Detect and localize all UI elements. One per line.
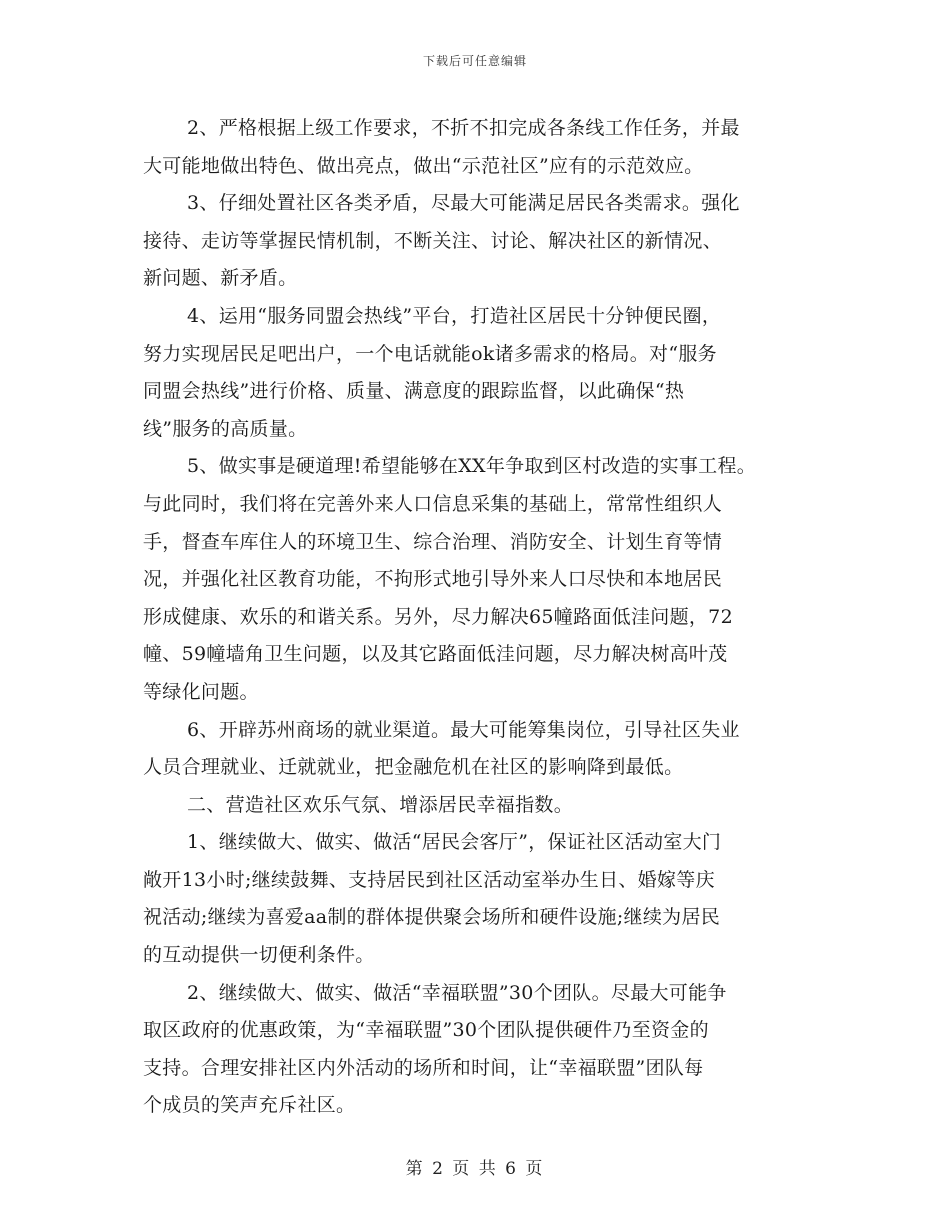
text-line: 5、做实事是硬道理!希望能够在XX年争取到区村改造的实事工程。 xyxy=(187,455,757,478)
text-line: 6、开辟苏州商场的就业渠道。最大可能筹集岗位，引导社区失业 xyxy=(187,718,740,741)
document-body xyxy=(143,110,823,1125)
text-line: 4、运用“服务同盟会热线”平台，打造社区居民十分钟便民圈， xyxy=(187,304,722,327)
text-line: 支持。合理安排社区内外活动的场所和时间，让“幸福联盟”团队每 xyxy=(143,1056,704,1079)
text-line: 形成健康、欢乐的和谐关系。另外，尽力解决65幢路面低洼问题，72 xyxy=(143,605,733,628)
text-line: 个成员的笑声充斥社区。 xyxy=(143,1094,356,1117)
text-line: 手，督查车库住人的环境卫生、综合治理、消防安全、计划生育等情 xyxy=(143,530,723,553)
text-line: 1、继续做大、做实、做活“居民会客厅”，保证社区活动室大门 xyxy=(187,831,722,854)
text-line: 祝活动;继续为喜爱aa制的群体提供聚会场所和硬件设施;继续为居民 xyxy=(143,906,721,929)
text-line: 幢、59幢墙角卫生问题，以及其它路面低洼问题，尽力解决树高叶茂 xyxy=(143,643,728,666)
text-line: 的互动提供一切便利条件。 xyxy=(143,944,375,967)
text-line: 大可能地做出特色、做出亮点，做出“示范社区”应有的示范效应。 xyxy=(143,154,704,177)
page-header: 下载后可任意编辑 xyxy=(422,54,527,68)
text-line: 取区政府的优惠政策，为“幸福联盟”30个团队提供硬件乃至资金的 xyxy=(143,1019,709,1042)
text-line: 况，并强化社区教育功能，不拘形式地引导外来人口尽快和本地居民 xyxy=(143,568,723,591)
text-line: 二、营造社区欢乐气氛、增添居民幸福指数。 xyxy=(187,793,574,816)
text-line: 努力实现居民足吧出户，一个电话就能ok诸多需求的格局。对“服务 xyxy=(143,342,717,365)
text-line: 新问题、新矛盾。 xyxy=(143,267,298,290)
text-line: 接待、走访等掌握民情机制，不断关注、讨论、解决社区的新情况、 xyxy=(143,229,723,252)
text-line: 与此同时，我们将在完善外来人口信息采集的基础上，常常性组织人 xyxy=(143,492,723,515)
text-line: 同盟会热线”进行价格、质量、满意度的跟踪监督，以此确保“热 xyxy=(143,380,685,403)
text-line: 线”服务的高质量。 xyxy=(143,417,308,440)
page-footer: 第 2 页 共 6 页 xyxy=(405,1159,545,1179)
text-line: 3、仔细处置社区各类矛盾，尽最大可能满足居民各类需求。强化 xyxy=(187,192,740,215)
text-line: 敞开13小时;继续鼓舞、支持居民到社区活动室举办生日、婚嫁等庆 xyxy=(143,868,715,891)
text-line: 2、继续做大、做实、做活“幸福联盟”30个团队。尽最大可能争 xyxy=(187,981,727,1004)
text-line: 2、严格根据上级工作要求，不折不扣完成各条线工作任务，并最 xyxy=(187,117,740,139)
text-line: 人员合理就业、迁就就业，把金融危机在社区的影响降到最低。 xyxy=(143,756,684,779)
text-line: 等绿化问题。 xyxy=(143,680,259,703)
